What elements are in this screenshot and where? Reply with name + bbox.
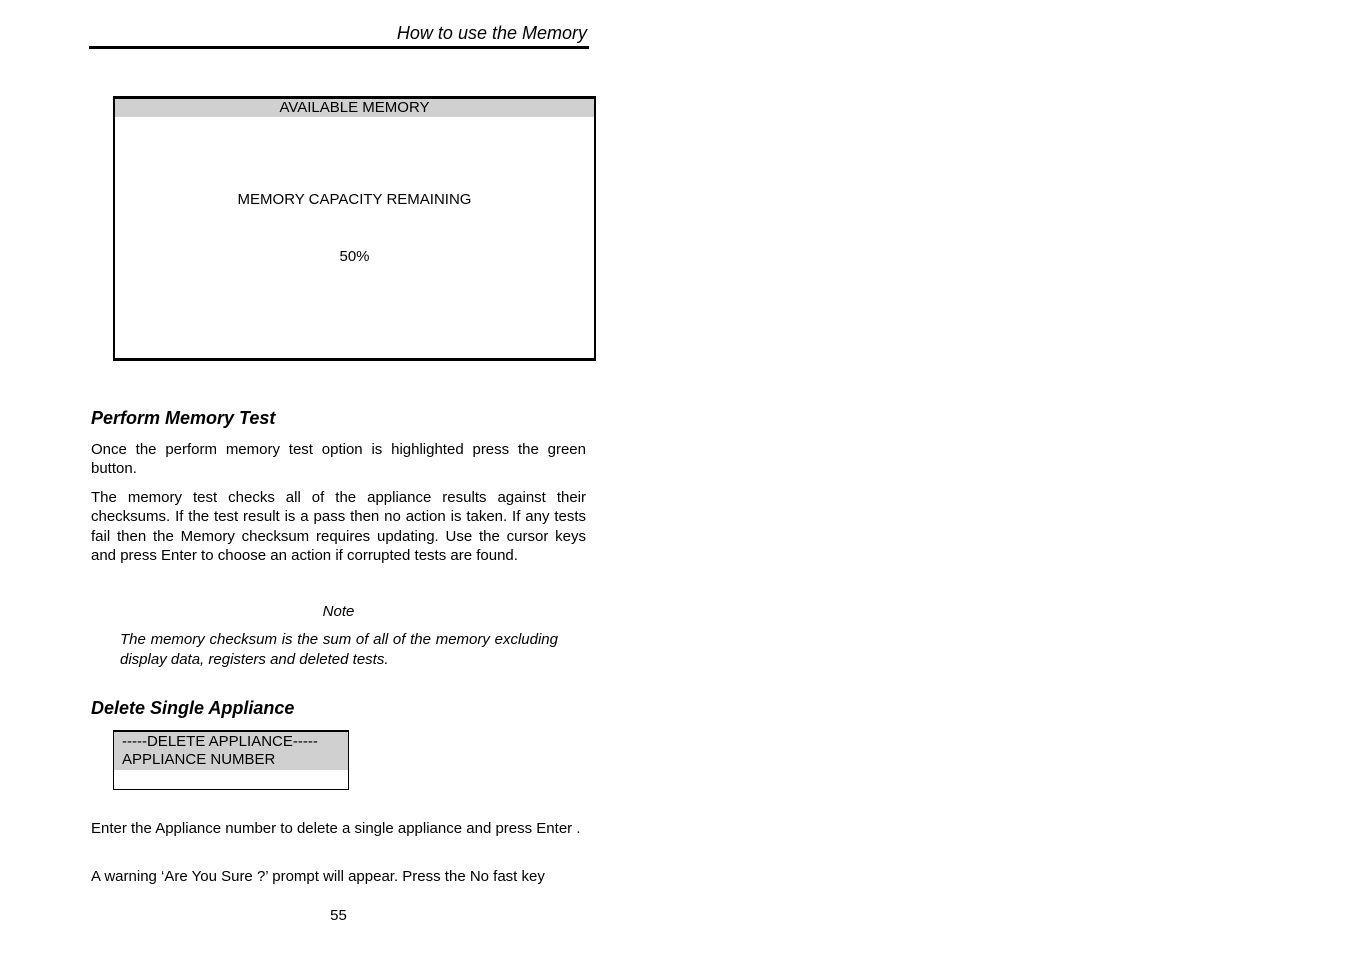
page-number: 55 xyxy=(330,907,347,924)
appliance-number-label: APPLIANCE NUMBER xyxy=(122,751,276,768)
delete-paragraph-1: Enter the Appliance number to delete a single appliance and press Enter . xyxy=(91,820,581,837)
note-body: The memory checksum is the sum of all of the memory excluding display data, registers and deleted tests. xyxy=(120,631,558,668)
delete-appliance-screen xyxy=(113,730,349,790)
perform-memory-test-heading: Perform Memory Test xyxy=(91,408,276,428)
memory-capacity-value: 50% xyxy=(339,248,370,265)
memory-capacity-label: MEMORY CAPACITY REMAINING xyxy=(237,191,472,208)
delete-paragraph-2: A warning ‘Are You Sure ?’ prompt will appear. Press the No fast key xyxy=(91,868,545,885)
note-title: Note xyxy=(322,603,355,620)
memory-test-paragraph-2: The memory test checks all of the appliance results against their checksums. If the test result is a pass then no action is taken. If any tests fail then the Memory checksum requires updating. Use the cursor keys and press Enter to choose an action if corrupted tests are found. xyxy=(91,489,586,565)
page-header xyxy=(89,20,589,49)
memory-test-paragraph-1: Once the perform memory test option is highlighted press the green button. xyxy=(91,441,586,478)
delete-appliance-title: -----DELETE APPLIANCE----- xyxy=(122,733,318,750)
available-memory-screen xyxy=(113,96,596,361)
available-memory-title: AVAILABLE MEMORY xyxy=(115,99,594,117)
delete-appliance-highlight xyxy=(114,732,348,770)
page-header-title: How to use the Memory xyxy=(396,23,587,43)
delete-single-appliance-heading: Delete Single Appliance xyxy=(91,698,295,718)
